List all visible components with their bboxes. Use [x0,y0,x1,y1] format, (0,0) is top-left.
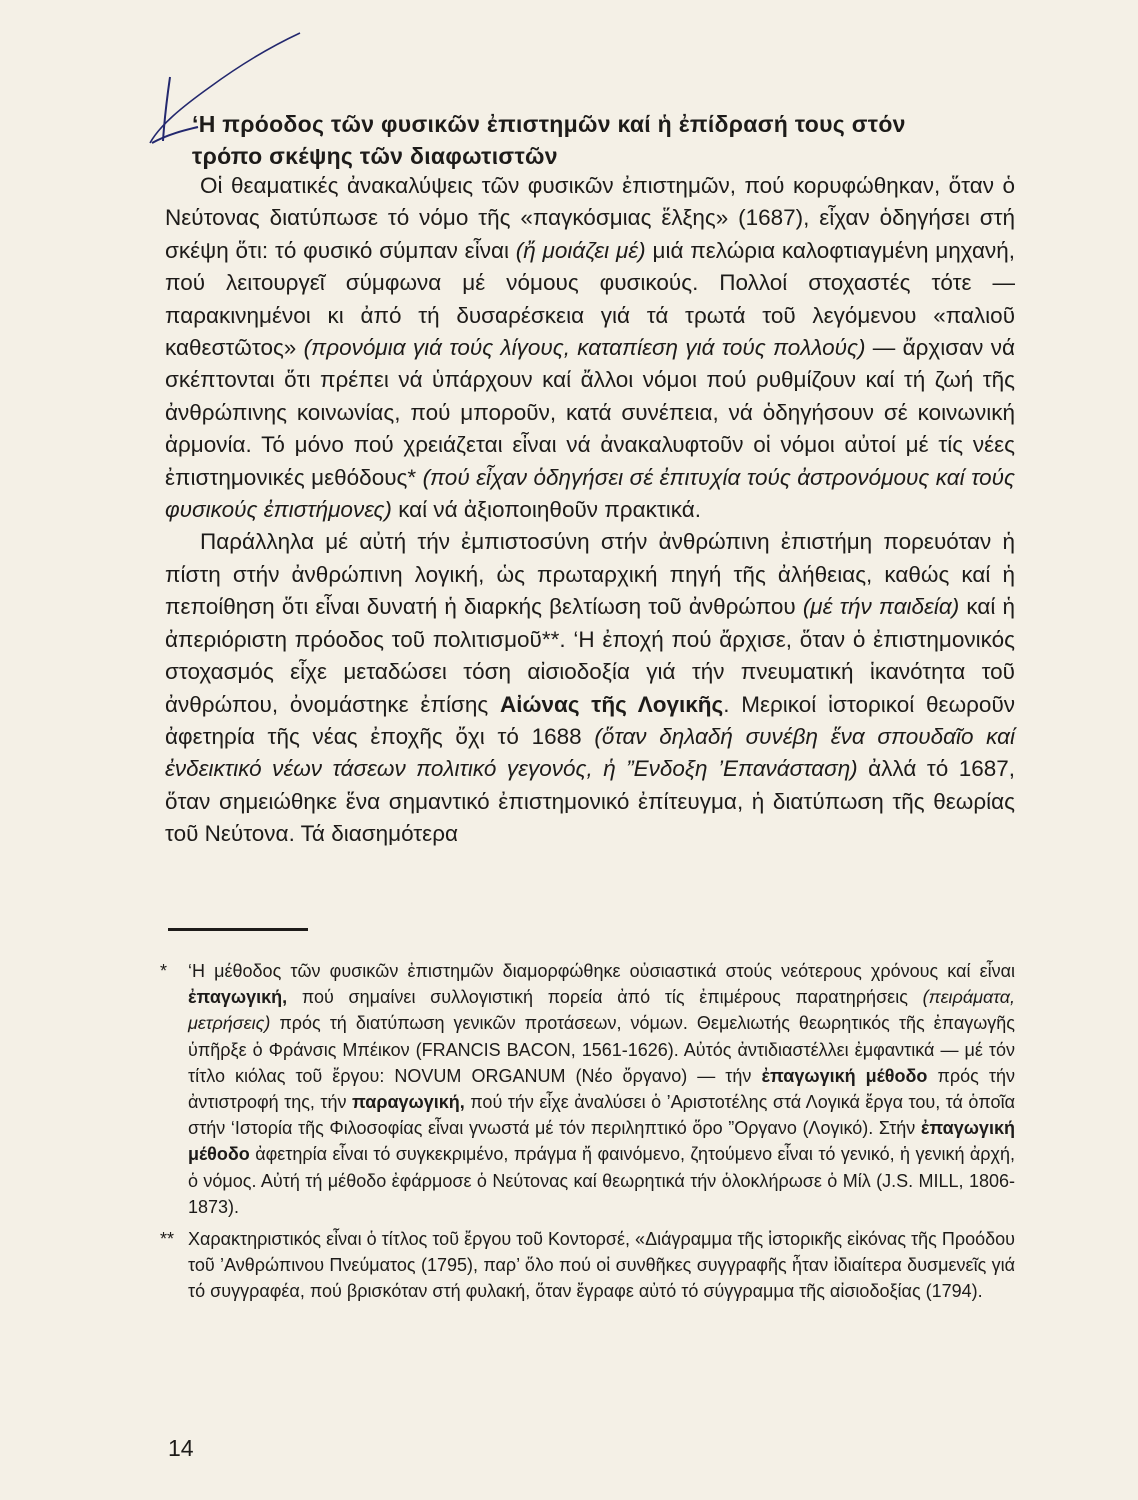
fn1-text-6: ἀφετηρία εἶναι τό συγκεκριμένο, πράγμα ἤ φαινόμενο, ζητούμενο εἶναι τό γενικό, ἡ γενική ἀρχή, ὁ νόμος. Αὐτή τή μέθοδο ἐφάρμοσε ὁ Νεύτονας καί θεωρητικά τήν ὁλοκλήρωσε ὁ Μίλ (J.S. MILL, 1806-1873). [188,1144,1015,1217]
fn1-bold-4: ἐπαγωγική μέθοδο [188,1118,1015,1165]
fn1-text-5: πού τήν εἶχε ἀναλύσει ὁ ’Αριστοτέλης στά Λογικά ἔργα του, τά ὁποῖα στήν ‘Ιστορία τῆς Φιλοσοφίας εἶναι γνωστά μέ τόν περιληπτικό ὅρο ”Οργανο (Λογικό). Στήν [188,1092,1015,1139]
footnote-1 [160,958,1015,1220]
footnote-divider [168,928,308,931]
page-number: 14 [168,1435,194,1461]
p1-text-3: — ἄρχισαν νά σκέπτονται ὅτι πρέπει νά ὑπάρχουν καί ἄλλοι νόμοι πού ρυθμίζουν καί τή ζωή τῆς ἀνθρώπινης κοινωνίας, πού μποροῦν, κατά συνέπεια, νά ὁδηγήσουν σέ κοινωνική ἁρμονία. Τό μόνο πού χρειάζεται εἶναι νά ἀνακαλυφτοῦν οἱ νόμοι αὐτοί μέ τίς νέες ἐπιστημονικές μεθόδους* [165,335,1015,490]
fn1-text-4: πρός τήν ἀντιστροφή της, τήν [188,1065,1015,1113]
p2-italic-2: (ὅταν δηλαδή συνέβη ἕνα σπουδαῖο καί ἐνδεικτικό νέων τάσεων πολιτικό γεγονός, ἡ ”Ενδοξη ’Επανάσταση) [165,723,1015,782]
fn1-bold-2: ἐπαγωγική μέθοδο [761,1065,928,1086]
fn1-italic-1: (πειράματα, μετρήσεις) [188,987,1015,1034]
p1-italic-1: (ἤ μοιάζει μέ) [515,237,646,263]
paragraph-1 [165,170,1015,526]
fn1-text-3: πρός τή διατύπωση γενικῶν προτάσεων, νόμων. Θεμελιωτής θεωρητικός τῆς ἐπαγωγῆς ὑπῆρξε ὁ Φράνσις Μπέικον (FRANCIS BACON, 1561-1626). Αὐτός ἀντιδιαστέλλει ἐμφαντικά — μέ τόν τίτλο κιόλας τοῦ ἔργου: NOVUM ORGANUM (Νέο ὄργανο) — τήν [188,1013,1015,1086]
heading-line-2: τρόπο σκέψης τῶν διαφωτιστῶν [192,143,558,169]
p2-text-3: . Μερικοί ἱστορικοί θεωροῦν ἀφετηρία τῆς νέας ἐποχῆς ὄχι τό 1688 [165,691,1015,749]
footnote-2-mark: ** [160,1229,175,1250]
fn1-bold-1: ἐπαγωγική, [188,987,288,1008]
section-heading [192,108,1012,172]
fn1-text-1: ‘Η μέθοδος τῶν φυσικῶν ἐπιστημῶν διαμορφώθηκε οὐσιαστικά στούς νεότερους χρόνους καί εἶναι [188,961,1015,981]
p1-text-2: μιά πελώρια καλοφτιαγμένη μηχανή, πού λειτουργεῖ σύμφωνα μέ νόμους φυσικούς. Πολλοί στοχαστές τότε — παρακινημένοι κι ἀπό τή δυσαρέσκεια γιά τά τρωτά τοῦ λεγόμενου «παλιοῦ καθεστῶτος» [165,237,1015,361]
p2-text-2: καί ἡ ἀπεριόριστη πρόοδος τοῦ πολιτισμοῦ**. ‘Η ἐποχή πού ἄρχισε, ὅταν ὁ ἐπιστημονικός στοχασμός εἶχε μεταδώσει τόση αἰσιοδοξία γιά τήν πνευματική ἱκανότητα τοῦ ἀνθρώπου, ὀνομάστηκε ἐπίσης [165,594,1015,717]
p2-bold-1: Αἰώνας τῆς Λογικῆς [499,691,724,717]
footnotes [160,958,1015,1311]
p2-italic-1: (μέ τήν παιδεία) [802,594,960,620]
fn2-text-1: Χαρακτηριστικός εἶναι ὁ τίτλος τοῦ ἔργου τοῦ Κοντορσέ, «Διάγραμμα τῆς ἱστορικῆς εἰκόνας τῆς Προόδου τοῦ ’Ανθρώπινου Πνεύματος (1795), παρ’ ὅλο πού οἱ συνθῆκες συγγραφῆς ἦταν ἰδιαίτερα δυσμενεῖς γιά τό συγγραφέα, πού βρισκόταν στή φυλακή, ὅταν ἔγραφε αὐτό τό σύγγραμμα τῆς αἰσιοδοξίας (1794). [188,1229,1015,1302]
p2-text-1: Παράλληλα μέ αὐτή τήν ἐμπιστοσύνη στήν ἀνθρώπινη ἐπιστήμη πορευόταν ἡ πίστη στήν ἀνθρώπινη λογική, ὡς πρωταρχική πηγή τῆς ἀλήθειας, καθώς καί ἡ πεποίθηση ὅτι εἶναι δυνατή ἡ διαρκής βελτίωση τοῦ ἀνθρώπου [165,529,1015,620]
footnote-2 [160,1226,1015,1305]
p1-italic-2: (προνόμια γιά τούς λίγους, καταπίεση γιά τούς πολλούς) [303,335,866,361]
fn1-text-2: πού σημαίνει συλλογιστική πορεία ἀπό τίς ἐπιμέρους παρατηρήσεις [301,987,908,1008]
p1-text-1: Οἱ θεαματικές ἀνακαλύψεις τῶν φυσικῶν ἐπιστημῶν, πού κορυφώθηκαν, ὅταν ὁ Νεύτονας διατύπωσε τό νόμο τῆς «παγκόσμιας ἕλξης» (1687), εἶχαν ὁδηγήσει στή σκέψη ὅτι: τό φυσικό σύμπαν εἶναι [165,173,1015,263]
p2-text-4: ἀλλά τό 1687, ὅταν σημειώθηκε ἕνα σημαντικό ἐπιστημονικό ἐπίτευγμα, ἡ διατύπωση τῆς θεωρίας τοῦ Νεύτονα. Τά διασημότερα [165,756,1015,847]
main-text [165,170,1015,851]
paragraph-2 [165,526,1015,850]
p1-italic-3: (πού εἶχαν ὁδηγήσει σέ ἐπιτυχία τούς ἀστρονόμους καί τούς φυσικούς ἐπιστήμονες) [165,464,1015,523]
p1-text-4: καί νά ἀξιοποιηθοῦν πρακτικά. [398,497,701,523]
footnote-1-mark: * [160,961,168,981]
fn1-bold-3: παραγωγική, [351,1092,465,1113]
heading-line-1: ‘Η πρόοδος τῶν φυσικῶν ἐπιστημῶν καί ἡ ἐπίδρασή τους στόν [192,111,906,137]
